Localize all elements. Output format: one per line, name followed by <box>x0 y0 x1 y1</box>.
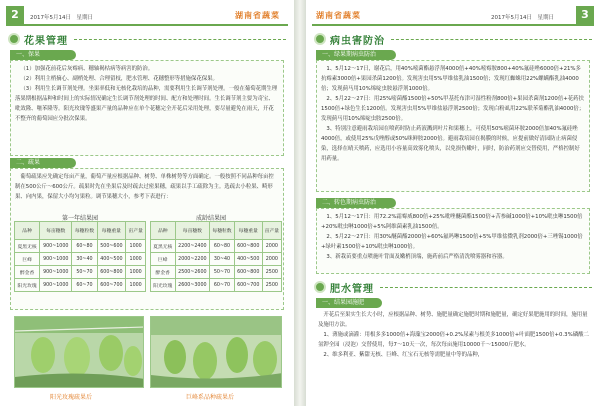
right-header <box>312 6 594 26</box>
leaf-badge-icon <box>314 33 326 45</box>
photo-sunshine-rose-grapes <box>14 316 144 388</box>
table-header: 品种 <box>151 222 176 240</box>
paragraph: 1、薄施或滴灌：用根多多1000倍+海藻宝2000倍+0.2%尿素与根美多1000倍+叶面肥1500倍+0.3%磷酸二氢钾全园（浸泡）交替使用，每7～10天一次，每次每亩施用10000千～15000斤肥水。 <box>318 332 589 348</box>
page-number: 3 <box>576 6 594 24</box>
header-date: 2017年5月14日 星期日 <box>30 15 93 21</box>
grape-photo-image <box>151 317 282 388</box>
paragraph: （1）加强花前花后灰霉病、穗轴褐枯病等病害的防治。 <box>20 66 154 72</box>
table-header: 亩产量 <box>262 222 281 240</box>
table-title: 成龄结果园 <box>196 215 227 222</box>
table-row: 醉金香 2500~2600 50~70 600~800 2500 <box>151 266 282 279</box>
paragraph: 2、维多利亚、紫甜无核、巨峰、红宝石无核等需肥量中等的品种， <box>323 352 484 358</box>
green-fruit-text-box <box>316 60 590 192</box>
table-header: 每亩穗数 <box>175 222 210 240</box>
subheading-fertilizer: 一、结果园施肥 <box>316 298 382 308</box>
table-header: 每穗重量 <box>234 222 262 240</box>
paragraph: （2）利用主梢摘心、副梢处理、合理留枝，肥水管理、花穗整形等措施保花保果。 <box>20 76 218 82</box>
subheading-shuguo: 二、疏果 <box>10 158 76 168</box>
yield-table-mature <box>150 221 282 292</box>
leaf-badge-icon <box>8 33 20 45</box>
header-brand: 湖南省蔬菜 <box>235 11 280 20</box>
fertilizer-text <box>318 310 590 402</box>
section-heading <box>314 280 592 294</box>
table-header: 品种 <box>15 222 40 240</box>
paragraph: 1、5月12～17日，谢花后，用40%嘧菌酯悬浮剂4000倍+40%嘧霉胺800+40%氟硅唑6000倍+21%多抗霉素3000倍+果园杀菌1200倍。发现害虫用5%甲维盐乳油1500倍；发现红蜘蛛用22%螺螨酯乳油4000倍；发现蓟马用10%烯啶虫胺悬浮剂1000倍。 <box>321 66 581 92</box>
subheading-baoguo: 一、保果 <box>10 50 76 60</box>
paragraph: 2、5月22～27日：用25%嘧菌酯1500倍+50%甲基托布津可湿性粉剂800倍+果园杀菌剂1200倍+花药扶1500倍+绿色生长1200倍。发现害虫用5%甲维盐悬浮剂2500倍；发现白粉虱用22%联苯菊酯乳油4000倍；发现蓟马用10%烯啶虫胺2500倍。 <box>321 96 585 122</box>
section-title: 病虫害防治 <box>330 35 385 47</box>
page-gutter <box>294 0 306 406</box>
photo-caption: 阳光玫瑰疏果后 <box>50 394 93 401</box>
paragraph: 开花后至果实生长大小时，应根据品种、树势、施肥量确定施肥时期和施肥量，确定好果肥施用的时间，施用量及施用方法。 <box>318 312 588 328</box>
table-row: 巨峰 2000~2200 30~40 400~500 2000 <box>151 253 282 266</box>
right-page <box>306 0 600 406</box>
table-header: 每穗重量 <box>97 222 126 240</box>
table-header: 每穗粒数 <box>210 222 235 240</box>
table-header: 每亩穗数 <box>40 222 72 240</box>
table-row: 阳光玫瑰 900~1000 60~70 600~700 1000 <box>15 279 146 292</box>
section-heading <box>314 32 592 46</box>
header-brand: 湖南省蔬菜 <box>316 11 361 20</box>
paragraph: 葡萄疏果应先确定每亩产量，葡萄产量应根据品种、树势、单株树势等方面确定。一般按照不同品种每亩控制在500公斤～600公斤。疏果时先在坐果后及时疏去过密果穗，疏果以手工疏除为主。选疏去小粒果、畸形果、向内果，保留大小均匀果粒。调节果穗大小，参考下表进行： <box>15 174 274 200</box>
paragraph: 2、5月22～27日：用30%醚菌酯2000倍+60%氟吗啉1500倍+5%甲维盐微乳剂2000倍+三唑锡1000倍+绿叶素1500倍+10%吡虫啉1000倍。 <box>321 234 583 250</box>
table-row: 夏黑无核 900~1000 60~80 500~600 1000 <box>15 240 146 253</box>
section-title: 花果管理 <box>24 35 68 47</box>
table-title: 第一年结果园 <box>62 215 99 222</box>
paragraph: 3、特别注意避雨栽培园在喷药时防止药液溅到叶片和果穗上，可使用50%嘧菌环胺2000倍加40%氟硅唑4000倍，或使用25%戊唑醇或50%咪鲜胺2000倍。避雨栽培园在揭膜的时候，应提前做好清园防止病菌侵染，选择在晴天喷药，应选用小容量高效雾化喷头，以免损伤嫩叶，同时，防治药剂应交替使用，严格控制好用药量。 <box>321 126 580 162</box>
yield-table-young <box>14 221 146 292</box>
page-number: 2 <box>6 6 24 24</box>
table-header: 亩产量 <box>126 222 146 240</box>
photo-kyoho-grapes <box>150 316 282 388</box>
photo-caption: 巨峰系品种疏果后 <box>186 394 235 401</box>
left-header <box>6 6 288 26</box>
paragraph: （3）利用生长调节剂处理。坐果率低和无核化栽培的品种，需要利用生长调节剂处理。一般在葡萄花期生理落果期根据品种和时间上的实际情况确定生长调节剂处理的时间、配方和处理时间。生长调节剂主要为奇宝、吡效隆、噻苯隆等。阳光玫瑰等盛果产量的品种应在单个花穗完全开花后采用处理，要尽量避免在雨天，开花不整齐的葡萄园应分批次保果。 <box>15 86 278 122</box>
left-page <box>0 0 294 406</box>
grape-photo-image <box>15 317 144 388</box>
leaf-badge-icon <box>314 281 326 293</box>
table-row: 阳光玫瑰 2600~3000 60~70 600~700 2500 <box>151 279 282 292</box>
baoguo-text-box <box>10 60 284 156</box>
paragraph: 1、5月12～17日：用72.2%霜霉威800倍+25%吡唑醚菌酯1500倍+苦参碱1000倍+10%吡虫啉1500倍+20%吡虫啉1000倍+5%阿维菌素乳油1500倍。 <box>321 214 583 230</box>
table-row: 夏黑无核 2200~2400 60~80 600~800 2000 <box>151 240 282 253</box>
section-heading <box>8 32 286 46</box>
table-header: 每穗粒数 <box>72 222 97 240</box>
table-row: 醉金香 900~1000 50~70 600~800 1000 <box>15 266 146 279</box>
table-row: 巨峰 900~1000 30~40 400~500 1000 <box>15 253 146 266</box>
paragraph: 3、新栽苗要重点喷施叶背面及嫩梢顶端，施药前后严格清洗喷雾器和容器。 <box>326 254 508 260</box>
color-change-text-box <box>316 208 590 274</box>
header-date: 2017年5月14日 星期日 <box>491 15 554 21</box>
subheading-color-change: 二、转色期病虫防治 <box>316 198 396 208</box>
section-title: 肥水管理 <box>330 283 374 295</box>
subheading-green-fruit: 一、绿果期病虫防治 <box>316 50 396 60</box>
